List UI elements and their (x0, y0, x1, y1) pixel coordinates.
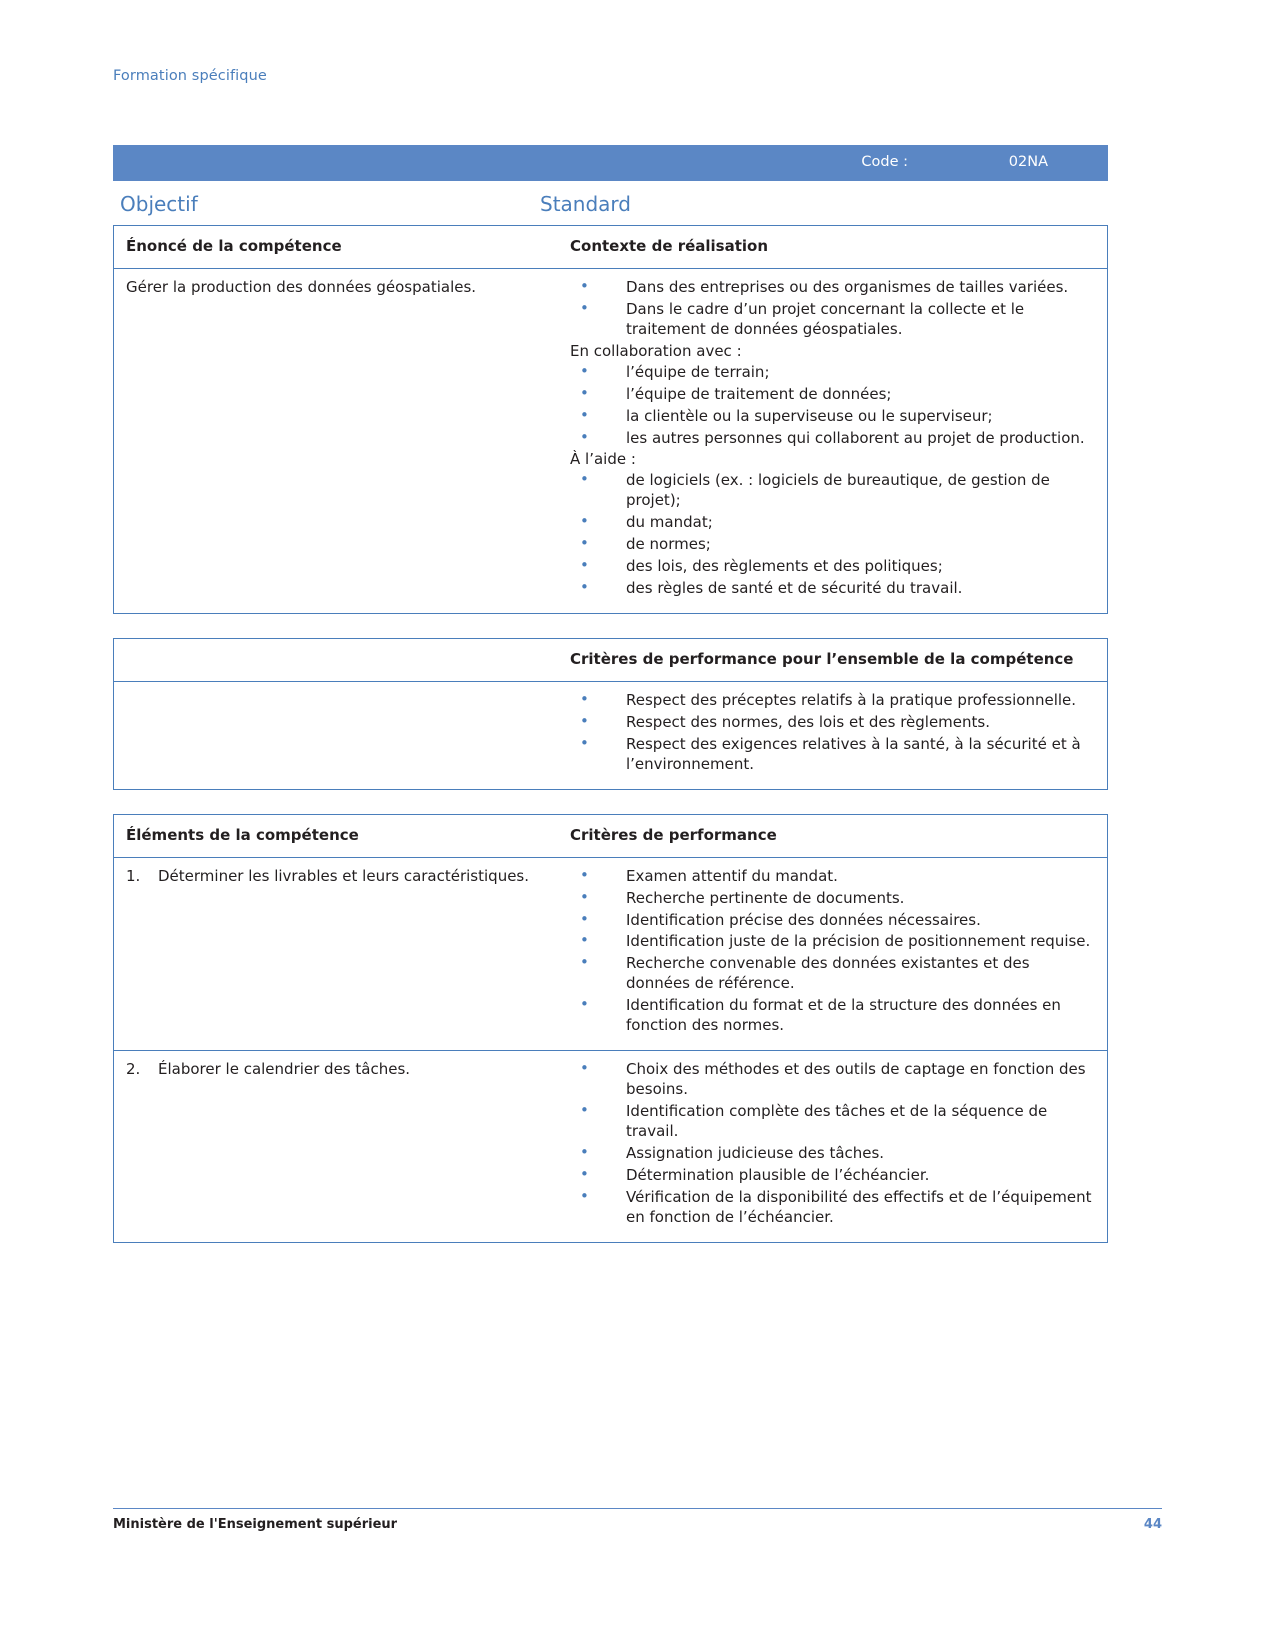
element-number: 2. (126, 1060, 141, 1079)
list-item: • Respect des normes, des lois et des règlements. (570, 713, 1095, 733)
list-item: • Respect des préceptes relatifs à la pratique professionnelle. (570, 691, 1095, 711)
list-item: • Vérification de la disponibilité des effectifs et de l’équipement en fonction de l’échéancier. (570, 1188, 1095, 1228)
list-item: • Dans des entreprises ou des organismes de tailles variées. (570, 278, 1095, 298)
section-header-label: Formation spécifique (113, 68, 267, 84)
list-item: • Respect des exigences relatives à la santé, à la sécurité et à l’environnement. (570, 735, 1095, 775)
global-criteria-list (570, 691, 1095, 775)
list-item: • du mandat; (570, 513, 1095, 533)
list-item: • la clientèle ou la superviseuse ou le superviseur; (570, 407, 1095, 427)
element-cell (114, 1051, 559, 1243)
table-row (114, 268, 1108, 613)
block-spacer (113, 790, 1108, 814)
code-value: 02NA (1008, 154, 1048, 170)
table-header-row (114, 226, 1108, 269)
list-item: • les autres personnes qui collaborent au projet de production. (570, 429, 1095, 449)
table-row (114, 857, 1108, 1051)
header-contexte: Contexte de réalisation (558, 226, 1108, 269)
list-item: • Détermination plausible de l’échéancier. (570, 1166, 1095, 1186)
footer-page-number: 44 (1143, 1517, 1162, 1532)
header-criteres: Critères de performance (558, 814, 1108, 857)
aide-lead: À l’aide : (570, 450, 636, 469)
list-item: • Dans le cadre d’un projet concernant la collecte et le traitement de données géospatiales. (570, 300, 1095, 340)
header-empty (114, 639, 559, 682)
header-elements: Éléments de la compétence (114, 814, 559, 857)
table-row (114, 1051, 1108, 1243)
list-item: • Examen attentif du mandat. (570, 867, 1095, 887)
criteria-cell (558, 857, 1108, 1051)
list-item: • des lois, des règlements et des politiques; (570, 557, 1095, 577)
list-item: • Identification juste de la précision de positionnement requise. (570, 932, 1095, 952)
table-header-row (114, 814, 1108, 857)
list-item: • de logiciels (ex. : logiciels de bureautique, de gestion de projet); (570, 471, 1095, 511)
header-enonce: Énoncé de la compétence (114, 226, 559, 269)
list-item: • l’équipe de traitement de données; (570, 385, 1095, 405)
list-item: • de normes; (570, 535, 1095, 555)
collaboration-list (570, 363, 1095, 449)
criteria-cell (558, 1051, 1108, 1243)
collaboration-lead: En collaboration avec : (570, 341, 742, 360)
aide-list (570, 471, 1095, 599)
code-label: Code : (861, 154, 908, 170)
table-row (114, 681, 1108, 789)
contexte-cell (558, 268, 1108, 613)
block-spacer (113, 614, 1108, 638)
element-cell (114, 857, 559, 1051)
list-item: • Choix des méthodes et des outils de captage en fonction des besoins. (570, 1060, 1095, 1100)
elements-criteria-table (113, 814, 1108, 1243)
global-criteria-table (113, 638, 1108, 790)
column-headings (113, 181, 1108, 225)
page-content (113, 145, 1108, 1243)
element-item (126, 1060, 546, 1080)
list-item: • Identification précise des données nécessaires. (570, 911, 1095, 931)
competence-statement: Gérer la production des données géospatiales. (126, 277, 477, 296)
heading-objectif: Objectif (120, 192, 198, 216)
element-label: Déterminer les livrables et leurs caractéristiques. (158, 866, 530, 885)
list-item: • Identification du format et de la structure des données en fonction des normes. (570, 996, 1095, 1036)
global-criteria-cell (558, 681, 1108, 789)
element-item (126, 867, 546, 887)
element-number: 1. (126, 866, 141, 885)
criteria-list (570, 867, 1095, 1037)
list-item: • Assignation judicieuse des tâches. (570, 1144, 1095, 1164)
criteria-list (570, 1060, 1095, 1228)
heading-standard: Standard (540, 192, 631, 216)
footer-ministry: Ministère de l'Enseignement supérieur (113, 1517, 398, 1532)
code-bar (113, 145, 1108, 181)
list-item: • Recherche pertinente de documents. (570, 889, 1095, 909)
list-item: • l’équipe de terrain; (570, 363, 1095, 383)
element-label: Élaborer le calendrier des tâches. (158, 1060, 411, 1079)
list-item: • des règles de santé et de sécurité du travail. (570, 579, 1095, 599)
header-criteres-ensemble: Critères de performance pour l’ensemble de la compétence (558, 639, 1108, 682)
list-item: • Identification complète des tâches et de la séquence de travail. (570, 1102, 1095, 1142)
contexte-top-list (570, 278, 1095, 340)
table-header-row (114, 639, 1108, 682)
list-item: • Recherche convenable des données existantes et des données de référence. (570, 954, 1095, 994)
competence-statement-table (113, 225, 1108, 614)
page-footer (113, 1508, 1162, 1532)
empty-cell (114, 681, 559, 789)
